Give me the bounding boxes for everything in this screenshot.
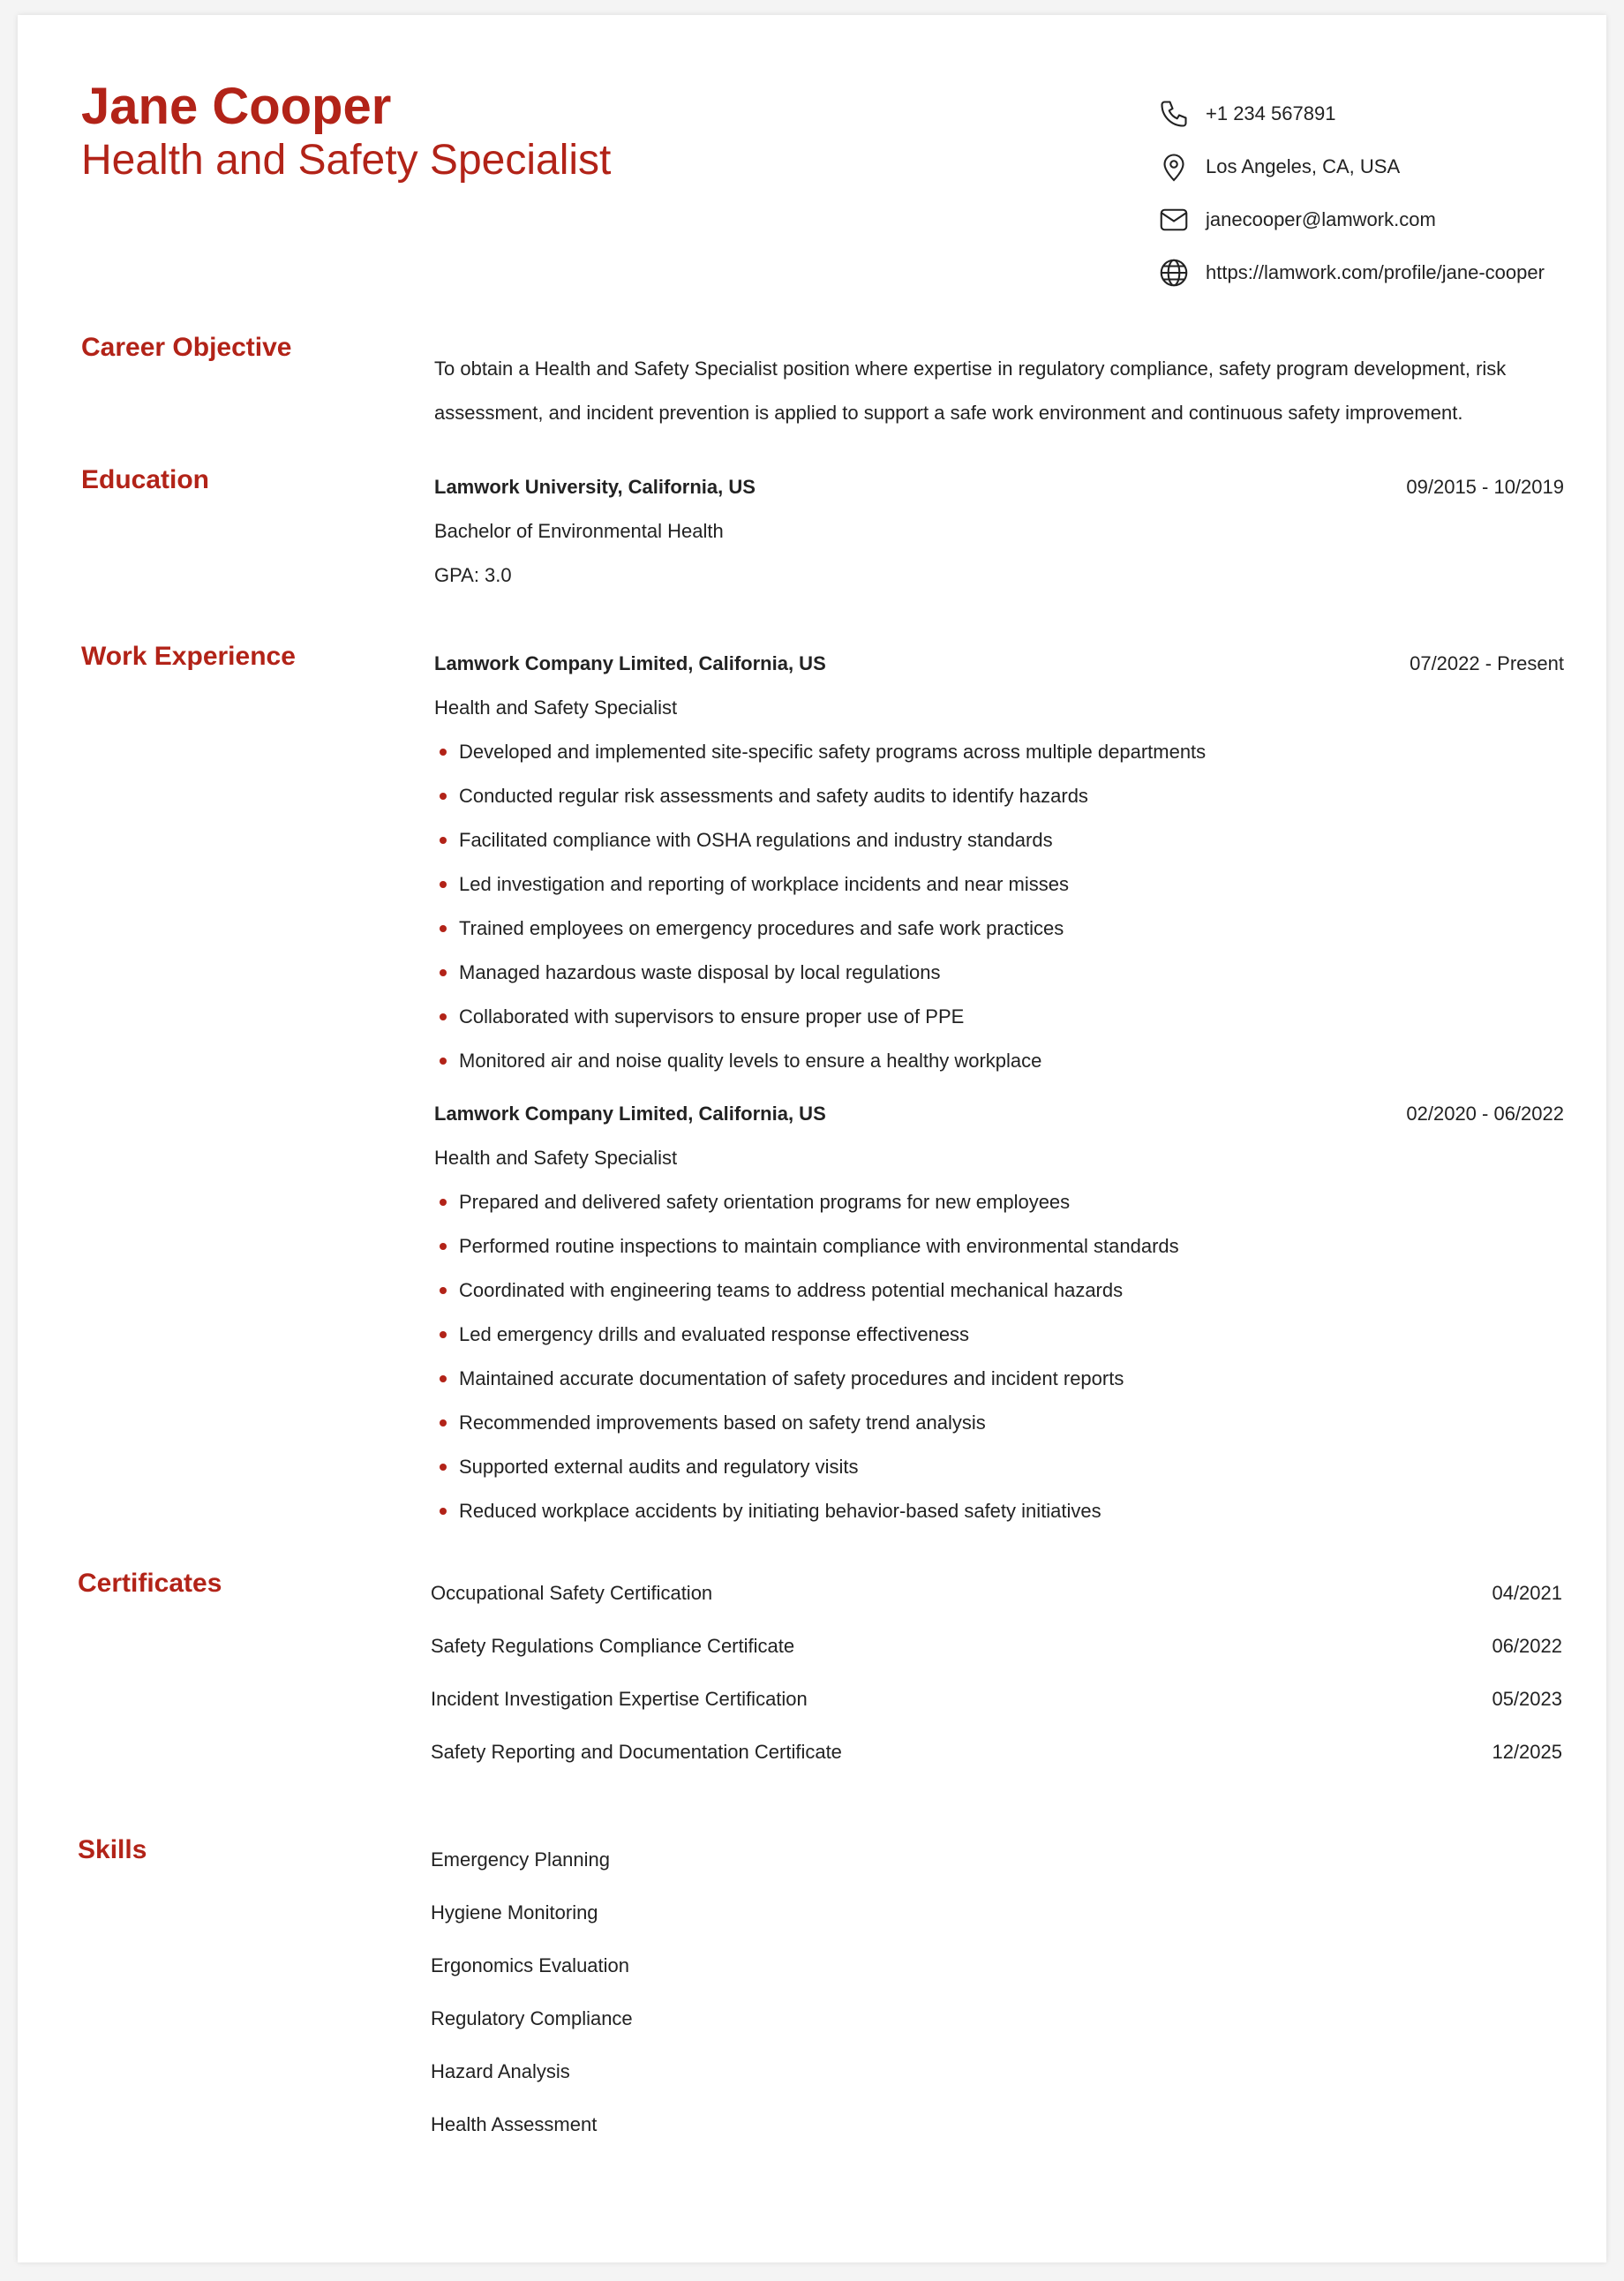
education-gpa-row — [434, 553, 1564, 598]
phone-icon — [1156, 96, 1192, 132]
job-bullet-text: Performed routine inspections to maintain compliance with environmental standards — [459, 1235, 1179, 1257]
certificate-date: 12/2025 — [1492, 1741, 1562, 1763]
bullet-dot-icon — [440, 1331, 447, 1338]
mail-icon — [1156, 202, 1192, 237]
contact-email — [1156, 193, 1545, 246]
bullet-dot-icon — [440, 1375, 447, 1382]
job-bullet-list — [434, 730, 1564, 1083]
job-bullet — [434, 1357, 1564, 1401]
resume-page — [18, 15, 1606, 2262]
job-header-row — [434, 642, 1564, 686]
certificate-row — [431, 1620, 1562, 1673]
certificate-row — [431, 1673, 1562, 1726]
skill-item: Regulatory Compliance — [431, 2007, 633, 2029]
job-dates: 02/2020 - 06/2022 — [1406, 1103, 1564, 1125]
bullet-dot-icon — [440, 1508, 447, 1515]
job-bullet-text: Collaborated with supervisors to ensure proper use of PPE — [459, 1005, 965, 1028]
email-link[interactable]: janecooper@lamwork.com — [1206, 208, 1436, 230]
skill-item: Health Assessment — [431, 2113, 598, 2135]
job-bullet — [434, 907, 1564, 951]
bullet-dot-icon — [440, 1419, 447, 1427]
job-bullet-text: Maintained accurate documentation of safety procedures and incident reports — [459, 1367, 1124, 1389]
job-bullet — [434, 730, 1564, 774]
candidate-title: Health and Safety Specialist — [81, 137, 612, 184]
skill-item: Hazard Analysis — [431, 2060, 570, 2082]
job-role: Health and Safety Specialist — [434, 696, 678, 719]
job-bullet-text: Recommended improvements based on safety trend analysis — [459, 1412, 986, 1434]
location-pin-icon — [1156, 149, 1192, 184]
certificate-date: 05/2023 — [1492, 1688, 1562, 1710]
job-bullet — [434, 1445, 1564, 1489]
education-degree-row — [434, 509, 1564, 553]
skill-item: Ergonomics Evaluation — [431, 1954, 630, 1976]
section-heading-certificates: Certificates — [78, 1569, 222, 1598]
skill-item: Hygiene Monitoring — [431, 1901, 598, 1923]
certificate-name: Incident Investigation Expertise Certification — [431, 1688, 808, 1710]
certificate-name: Occupational Safety Certification — [431, 1582, 713, 1604]
job-bullet — [434, 1268, 1564, 1313]
education-gpa: GPA: 3.0 — [434, 564, 512, 586]
job-bullet-text: Facilitated compliance with OSHA regulations and industry standards — [459, 829, 1053, 851]
education-school: Lamwork University, California, US — [434, 476, 756, 498]
certificate-date: 06/2022 — [1492, 1635, 1562, 1657]
job-bullet — [434, 1401, 1564, 1445]
job-bullet — [434, 1039, 1564, 1083]
bullet-dot-icon — [440, 1243, 447, 1250]
job-bullet-text: Conducted regular risk assessments and safety audits to identify hazards — [459, 785, 1088, 807]
bullet-dot-icon — [440, 837, 447, 844]
contact-location — [1156, 140, 1545, 193]
job-bullet-text: Led investigation and reporting of workplace incidents and near misses — [459, 873, 1069, 895]
section-heading-objective: Career Objective — [81, 333, 292, 362]
certificate-date: 04/2021 — [1492, 1582, 1562, 1604]
website-link[interactable]: https://lamwork.com/profile/jane-cooper — [1206, 261, 1545, 283]
job-dates: 07/2022 - Present — [1410, 652, 1564, 674]
section-heading-work: Work Experience — [81, 642, 296, 671]
job-bullet-text: Reduced workplace accidents by initiating behavior-based safety initiatives — [459, 1500, 1101, 1522]
phone-number[interactable]: +1 234 567891 — [1206, 102, 1336, 124]
job-bullet-text: Coordinated with engineering teams to address potential mechanical hazards — [459, 1279, 1124, 1301]
bullet-dot-icon — [440, 1058, 447, 1065]
objective-text: To obtain a Health and Safety Specialist position where expertise in regulatory compliance, safety program development, risk assessment, and incident prevention is applied to support a safe work environment and continuous safety improvement. — [434, 358, 1507, 424]
job-bullet — [434, 1180, 1564, 1224]
bullet-dot-icon — [440, 749, 447, 756]
job-bullet-text: Managed hazardous waste disposal by local regulations — [459, 961, 941, 983]
certificate-name: Safety Reporting and Documentation Certificate — [431, 1741, 842, 1763]
job-role-row — [434, 686, 1564, 730]
bullet-dot-icon — [440, 1013, 447, 1020]
job-bullet-text: Trained employees on emergency procedures and safe work practices — [459, 917, 1064, 939]
bullet-dot-icon — [440, 1199, 447, 1206]
job-bullet — [434, 1313, 1564, 1357]
bullet-dot-icon — [440, 925, 447, 932]
job-bullet — [434, 774, 1564, 818]
location-text: Los Angeles, CA, USA — [1206, 155, 1401, 177]
job-bullet-text: Led emergency drills and evaluated response effectiveness — [459, 1323, 970, 1345]
job-company: Lamwork Company Limited, California, US — [434, 652, 826, 674]
education-dates: 09/2015 - 10/2019 — [1406, 476, 1564, 498]
skills-list — [431, 1833, 633, 2151]
contact-list — [1156, 87, 1545, 299]
job-bullet-text: Supported external audits and regulatory visits — [459, 1456, 859, 1478]
job-company: Lamwork Company Limited, California, US — [434, 1103, 826, 1125]
section-heading-education: Education — [81, 465, 210, 494]
bullet-dot-icon — [440, 1287, 447, 1294]
job-bullet — [434, 862, 1564, 907]
job-bullet — [434, 951, 1564, 995]
education-degree: Bachelor of Environmental Health — [434, 520, 724, 542]
job-bullet-text: Prepared and delivered safety orientation programs for new employees — [459, 1191, 1071, 1213]
job-bullet-text: Monitored air and noise quality levels to ensure a healthy workplace — [459, 1050, 1042, 1072]
job-role: Health and Safety Specialist — [434, 1147, 678, 1169]
job-bullet-text: Developed and implemented site-specific safety programs across multiple departments — [459, 741, 1207, 763]
globe-icon — [1156, 255, 1192, 290]
education-header-row — [434, 465, 1564, 509]
job-bullet — [434, 1224, 1564, 1268]
contact-website — [1156, 246, 1545, 299]
candidate-name: Jane Cooper — [81, 78, 392, 135]
job-role-row — [434, 1136, 1564, 1180]
job-bullet — [434, 1489, 1564, 1533]
job-bullet — [434, 818, 1564, 862]
section-heading-skills: Skills — [78, 1835, 147, 1864]
job-bullet-list — [434, 1180, 1564, 1533]
bullet-dot-icon — [440, 1464, 447, 1471]
job-bullet — [434, 995, 1564, 1039]
certificate-name: Safety Regulations Compliance Certificate — [431, 1635, 795, 1657]
bullet-dot-icon — [440, 881, 447, 888]
skill-item: Emergency Planning — [431, 1848, 611, 1871]
job-header-row — [434, 1092, 1564, 1136]
certificate-row — [431, 1567, 1562, 1620]
contact-phone — [1156, 87, 1545, 140]
bullet-dot-icon — [440, 969, 447, 976]
bullet-dot-icon — [440, 793, 447, 800]
certificate-row — [431, 1726, 1562, 1779]
